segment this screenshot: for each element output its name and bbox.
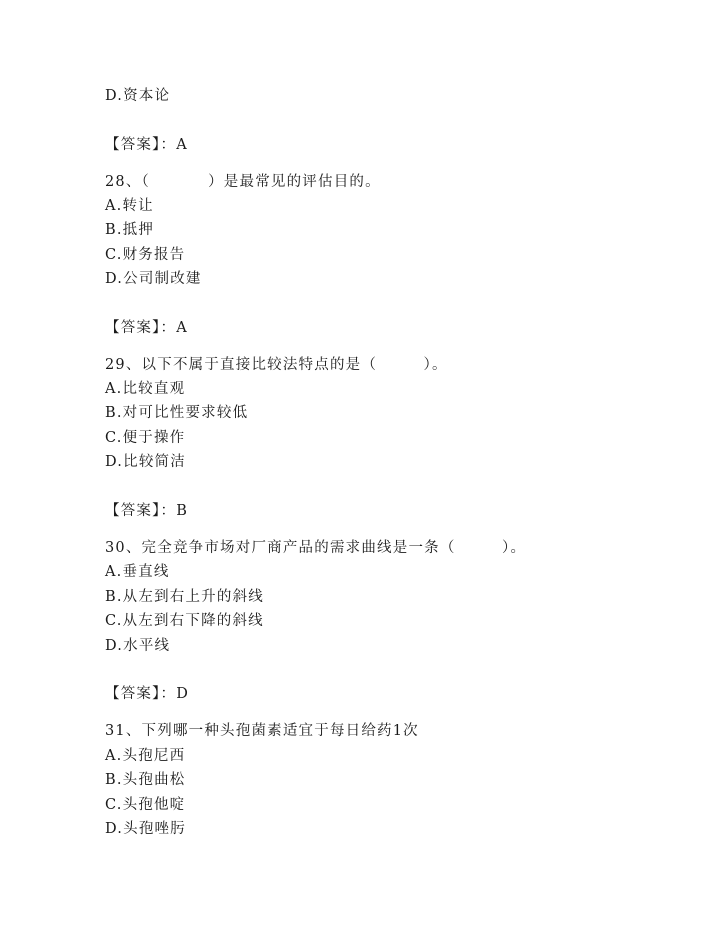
q29-option-d: D.比较简洁 [105,454,186,470]
q29-stem: 29、以下不属于直接比较法特点的是（ ）。 [105,357,448,373]
q30-option-a: A.垂直线 [105,564,170,580]
q30-option-c: C.从左到右下降的斜线 [105,613,264,629]
q30-option-d: D.水平线 [105,638,171,654]
q29-option-a: A.比较直观 [105,381,186,397]
q28-option-a: A.转让 [105,198,154,214]
q30-stem: 30、完全竞争市场对厂商产品的需求曲线是一条（ ）。 [105,540,527,556]
q28-stem: 28、（ ）是最常见的评估目的。 [105,174,381,190]
q30-answer: 【答案】：D [105,686,190,702]
q28-option-b: B.抵押 [105,222,155,238]
q27-option-d: D.资本论 [105,88,171,104]
q31-stem: 31、下列哪一种头孢菌素适宜于每日给药1次 [105,723,419,739]
q31-option-c: C.头孢他啶 [105,797,186,813]
q31-option-d: D.头孢唑肟 [105,821,186,837]
q28-option-c: C.财务报告 [105,247,186,263]
q27-answer: 【答案】：A [105,137,188,153]
q31-option-a: A.头孢尼西 [105,748,186,764]
q30-option-b: B.从左到右上升的斜线 [105,589,264,605]
q29-answer: 【答案】：B [105,503,189,519]
q28-answer: 【答案】：A [105,320,188,336]
q29-option-c: C.便于操作 [105,430,186,446]
q31-option-b: B.头孢曲松 [105,772,186,788]
q28-option-d: D.公司制改建 [105,271,202,287]
q29-option-b: B.对可比性要求较低 [105,405,249,421]
